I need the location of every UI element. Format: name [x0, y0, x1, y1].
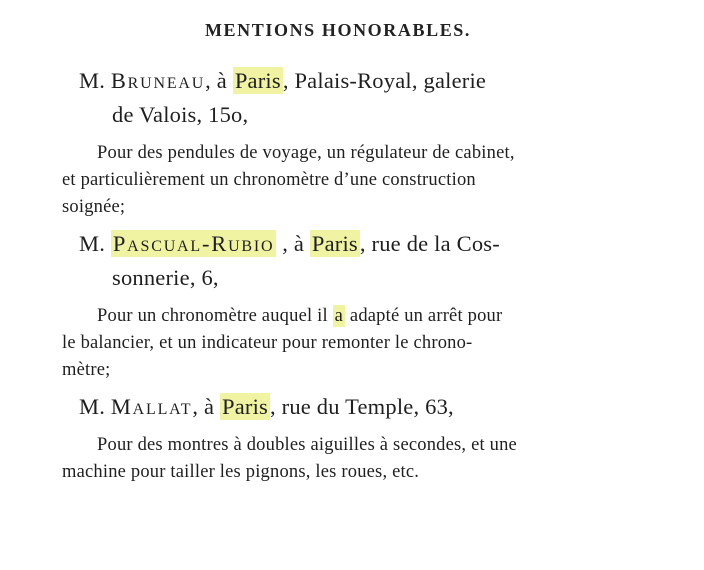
text-segment: adapté un arrêt pour [345, 306, 503, 326]
text-segment: sonnerie, 6, [112, 265, 219, 290]
text-segment: soignée; [62, 197, 126, 217]
text-segment: , rue du Temple, 63, [270, 394, 454, 419]
person-name: Mallat [110, 394, 193, 419]
text-segment: Pour des pendules de voyage, un régulateur de cabinet, [97, 143, 515, 163]
text-segment: mètre; [62, 360, 111, 380]
text-segment: , Palais-Royal, galerie [282, 68, 487, 93]
detail-line [0, 357, 704, 384]
entry-paragraph [0, 390, 704, 424]
detail-paragraph [0, 303, 704, 384]
detail-line [0, 330, 704, 357]
detail-line [0, 303, 704, 330]
text-segment: M. [79, 394, 111, 419]
highlighted-person-name: Pascual-Rubio [112, 231, 275, 256]
text-segment: , à [276, 231, 310, 256]
detail-line [0, 140, 704, 167]
detail-line [0, 459, 704, 486]
text-segment: M. [79, 231, 111, 256]
detail-paragraph [0, 432, 704, 486]
person-name: Bruneau [110, 68, 206, 93]
text-segment: et particulièrement un chronomètre d’une construction [62, 170, 476, 190]
detail-line [0, 194, 704, 221]
entry-line [0, 227, 704, 261]
entry-paragraph [0, 64, 704, 132]
entry-line [0, 64, 704, 98]
highlighted-text: Paris [311, 231, 358, 256]
highlighted-text: Paris [222, 394, 268, 419]
detail-line [0, 432, 704, 459]
entry-line [0, 98, 704, 132]
text-segment: Pour un chronomètre auquel il [97, 306, 333, 326]
text-segment: , à [205, 68, 233, 93]
detail-line [0, 167, 704, 194]
entry-paragraph [0, 227, 704, 295]
detail-paragraph [0, 140, 704, 221]
page-heading: MENTIONS HONORABLES. [204, 20, 472, 40]
document-body [0, 64, 704, 486]
text-segment: machine pour tailler les pignons, les roues, etc. [62, 462, 420, 482]
text-segment: Pour des montres à doubles aiguilles à secondes, et une [97, 435, 517, 455]
text-segment: de Valois, 15o, [112, 102, 249, 127]
highlighted-text: a [334, 306, 344, 326]
text-segment: , rue de la Cos- [359, 231, 500, 256]
text-segment: , à [192, 394, 220, 419]
entry-line [0, 390, 704, 424]
text-segment: le balancier, et un indicateur pour remonter le chrono- [62, 333, 473, 353]
entry-line [0, 261, 704, 295]
highlighted-text: Paris [234, 68, 281, 93]
text-segment: M. [79, 68, 111, 93]
